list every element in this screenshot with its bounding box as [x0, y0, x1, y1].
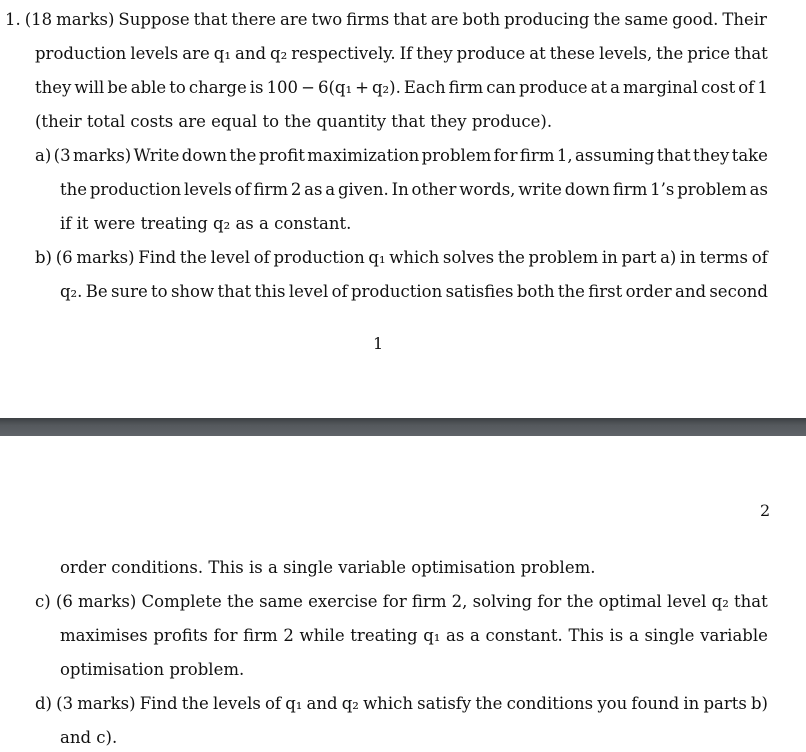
word: production — [89, 180, 182, 199]
part-c-line-2 — [60, 625, 768, 647]
word: they — [692, 146, 730, 165]
word: words, — [459, 180, 516, 199]
word: second — [709, 282, 768, 301]
word: and — [234, 44, 267, 63]
word: assuming — [574, 146, 655, 165]
word: producing — [504, 10, 590, 29]
part-d-line-2 — [60, 727, 768, 749]
word: of — [264, 694, 282, 713]
word: profit — [258, 146, 305, 165]
word: (3 — [56, 694, 74, 713]
word: levels — [130, 44, 179, 63]
word: marks) — [72, 146, 132, 165]
word: 1, — [556, 146, 573, 165]
word: levels, — [599, 44, 653, 63]
word: for — [382, 592, 407, 611]
word: that — [193, 10, 228, 29]
word: in — [601, 248, 618, 267]
word: of — [331, 282, 348, 301]
word: q₁ — [213, 44, 231, 63]
text: order conditions. This is a single variable optimisation problem. — [60, 558, 596, 577]
word: marks) — [76, 248, 135, 267]
text: if it were treating q₂ as a constant. — [60, 214, 352, 233]
part-c-line-3 — [60, 659, 768, 681]
word: able — [130, 78, 167, 97]
word: other — [411, 180, 457, 199]
word: 100 — [266, 78, 299, 97]
part-a-line-2 — [60, 179, 768, 201]
word: − — [301, 78, 315, 97]
word: that — [734, 44, 768, 63]
word: which — [389, 248, 440, 267]
word: level — [210, 248, 251, 267]
word: firms — [346, 10, 390, 29]
word: marks) — [56, 10, 115, 29]
word: there — [231, 10, 277, 29]
word: solves — [442, 248, 495, 267]
part-a-line-3 — [60, 213, 768, 235]
word: that — [734, 592, 768, 611]
word: and — [306, 694, 338, 713]
word: constant. — [485, 626, 563, 645]
word: in — [683, 694, 700, 713]
word: (18 — [24, 10, 53, 29]
word: for — [213, 626, 238, 645]
word: order — [625, 282, 672, 301]
word: given. — [337, 180, 389, 199]
problem-1-intro-line-2 — [35, 43, 768, 65]
word: respectively. — [291, 44, 396, 63]
word: 1. — [5, 10, 21, 29]
word: write — [518, 180, 562, 199]
word: q₁ — [285, 694, 303, 713]
word: c) — [35, 592, 51, 611]
word: in — [680, 248, 696, 267]
word: at — [590, 78, 608, 97]
word: for — [493, 146, 518, 165]
word: while — [299, 626, 345, 645]
word: q₂ — [711, 592, 729, 611]
word: sure — [110, 282, 148, 301]
word: optimal — [598, 592, 662, 611]
word: of — [234, 180, 251, 199]
word: firm — [253, 180, 289, 199]
word: be — [107, 78, 128, 97]
word: 1’s — [650, 180, 675, 199]
word: part — [621, 248, 657, 267]
word: the — [557, 282, 585, 301]
word: Find — [139, 694, 178, 713]
word: production — [273, 248, 365, 267]
word: parts — [703, 694, 747, 713]
problem-1-intro-line-4 — [35, 111, 768, 133]
word: are — [280, 10, 308, 29]
word: the — [475, 694, 503, 713]
part-b-line-1 — [35, 247, 768, 269]
document-page-2 — [0, 436, 806, 752]
word: (3 — [53, 146, 71, 165]
word: a — [470, 626, 480, 645]
word: the — [566, 592, 594, 611]
word: a — [325, 180, 336, 199]
part-a-line-1 — [35, 145, 768, 167]
word: q₂). — [371, 78, 401, 97]
word: that — [656, 146, 691, 165]
word: + — [355, 78, 369, 97]
page-separator — [0, 418, 806, 436]
word: as — [446, 626, 465, 645]
word: found — [631, 694, 680, 713]
word: levels — [183, 180, 232, 199]
word: variable — [700, 626, 768, 645]
word: you — [597, 694, 628, 713]
word: for — [537, 592, 562, 611]
word: b) — [35, 248, 52, 267]
word: q₂. — [60, 282, 83, 301]
word: down — [181, 146, 228, 165]
word: they — [416, 44, 453, 63]
word: single — [644, 626, 695, 645]
word: Complete — [141, 592, 222, 611]
word: firm — [519, 146, 555, 165]
word: If — [399, 44, 413, 63]
word: a) — [660, 248, 677, 267]
word: which — [363, 694, 413, 713]
word: charge — [188, 78, 247, 97]
word: produce — [518, 78, 588, 97]
word: both — [462, 10, 501, 29]
word: levels — [212, 694, 261, 713]
word: level — [667, 592, 707, 611]
word: first — [588, 282, 623, 301]
word: profits — [153, 626, 208, 645]
word: (6 — [55, 248, 73, 267]
word: maximization — [307, 146, 420, 165]
word: the — [593, 10, 621, 29]
word: two — [311, 10, 343, 29]
word: at — [529, 44, 546, 63]
word: the — [226, 592, 254, 611]
part-d-line-1 — [35, 693, 768, 715]
word: the — [229, 146, 257, 165]
text: and c). — [60, 728, 118, 747]
word: and — [674, 282, 707, 301]
word: problem — [421, 146, 492, 165]
page-number: 2 — [760, 501, 771, 520]
word: a — [628, 626, 639, 645]
word: a — [610, 78, 620, 97]
word: is — [249, 78, 264, 97]
word: d) — [35, 694, 52, 713]
word: produce — [456, 44, 526, 63]
word: level — [288, 282, 329, 301]
word: 2, — [451, 592, 468, 611]
word: that — [217, 282, 252, 301]
word: is — [609, 626, 624, 645]
word: Write — [133, 146, 180, 165]
word: firm — [411, 592, 447, 611]
word: production — [350, 282, 443, 301]
word: maximises — [60, 626, 148, 645]
word: of — [751, 248, 768, 267]
word: will — [74, 78, 105, 97]
word: are — [430, 10, 459, 29]
problem-1-intro-line-1 — [5, 9, 767, 31]
word: this — [254, 282, 286, 301]
word: Each — [403, 78, 446, 97]
page-number: 1 — [373, 334, 384, 353]
word: take — [731, 146, 768, 165]
word: the — [60, 180, 88, 199]
word: are — [182, 44, 210, 63]
text: (their total costs are equal to the quantity that they produce). — [35, 112, 553, 131]
word: as — [304, 180, 323, 199]
word: to — [151, 282, 168, 301]
part-c-line-1 — [35, 591, 768, 613]
word: the — [656, 44, 684, 63]
word: that — [393, 10, 427, 29]
word: firm — [612, 180, 648, 199]
word: they — [35, 78, 72, 97]
word: Find — [138, 248, 177, 267]
word: q₂ — [270, 44, 288, 63]
word: conditions — [506, 694, 594, 713]
word: good. — [672, 10, 719, 29]
word: q₁ — [423, 626, 441, 645]
word: problem — [677, 180, 747, 199]
word: Their — [722, 10, 767, 29]
word: In — [391, 180, 409, 199]
word: problem — [528, 248, 599, 267]
word: 2 — [283, 626, 294, 645]
word: This — [568, 626, 604, 645]
word: the — [179, 248, 207, 267]
word: a) — [35, 146, 52, 165]
word: as — [749, 180, 768, 199]
word: down — [564, 180, 610, 199]
word: firm — [243, 626, 278, 645]
word: exercise — [308, 592, 378, 611]
word: cost — [700, 78, 736, 97]
word: show — [170, 282, 215, 301]
word: Suppose — [118, 10, 190, 29]
word: marks) — [77, 694, 136, 713]
part-b-line-3 — [60, 557, 768, 579]
word: terms — [699, 248, 749, 267]
word: b) — [750, 694, 768, 713]
word: same — [259, 592, 303, 611]
problem-1-intro-line-3 — [35, 77, 768, 99]
word: of — [253, 248, 270, 267]
word: 2 — [290, 180, 302, 199]
word: satisfies — [445, 282, 514, 301]
word: Be — [85, 282, 108, 301]
word: treating — [350, 626, 418, 645]
word: same — [624, 10, 669, 29]
part-b-line-2 — [60, 281, 768, 303]
text: optimisation problem. — [60, 660, 245, 679]
word: can — [486, 78, 516, 97]
word: firm — [448, 78, 484, 97]
word: marginal — [622, 78, 698, 97]
word: q₁ — [368, 248, 386, 267]
word: 6(q₁ — [317, 78, 353, 97]
word: the — [497, 248, 525, 267]
word: satisfy — [417, 694, 472, 713]
word: the — [181, 694, 209, 713]
word: solving — [472, 592, 533, 611]
word: production — [35, 44, 127, 63]
word: of — [738, 78, 755, 97]
word: these — [549, 44, 596, 63]
word: price — [687, 44, 731, 63]
word: q₂ — [341, 694, 359, 713]
word: (6 — [55, 592, 73, 611]
word: marks) — [78, 592, 137, 611]
word: to — [169, 78, 186, 97]
word: both — [516, 282, 555, 301]
word: 1 — [757, 78, 768, 97]
